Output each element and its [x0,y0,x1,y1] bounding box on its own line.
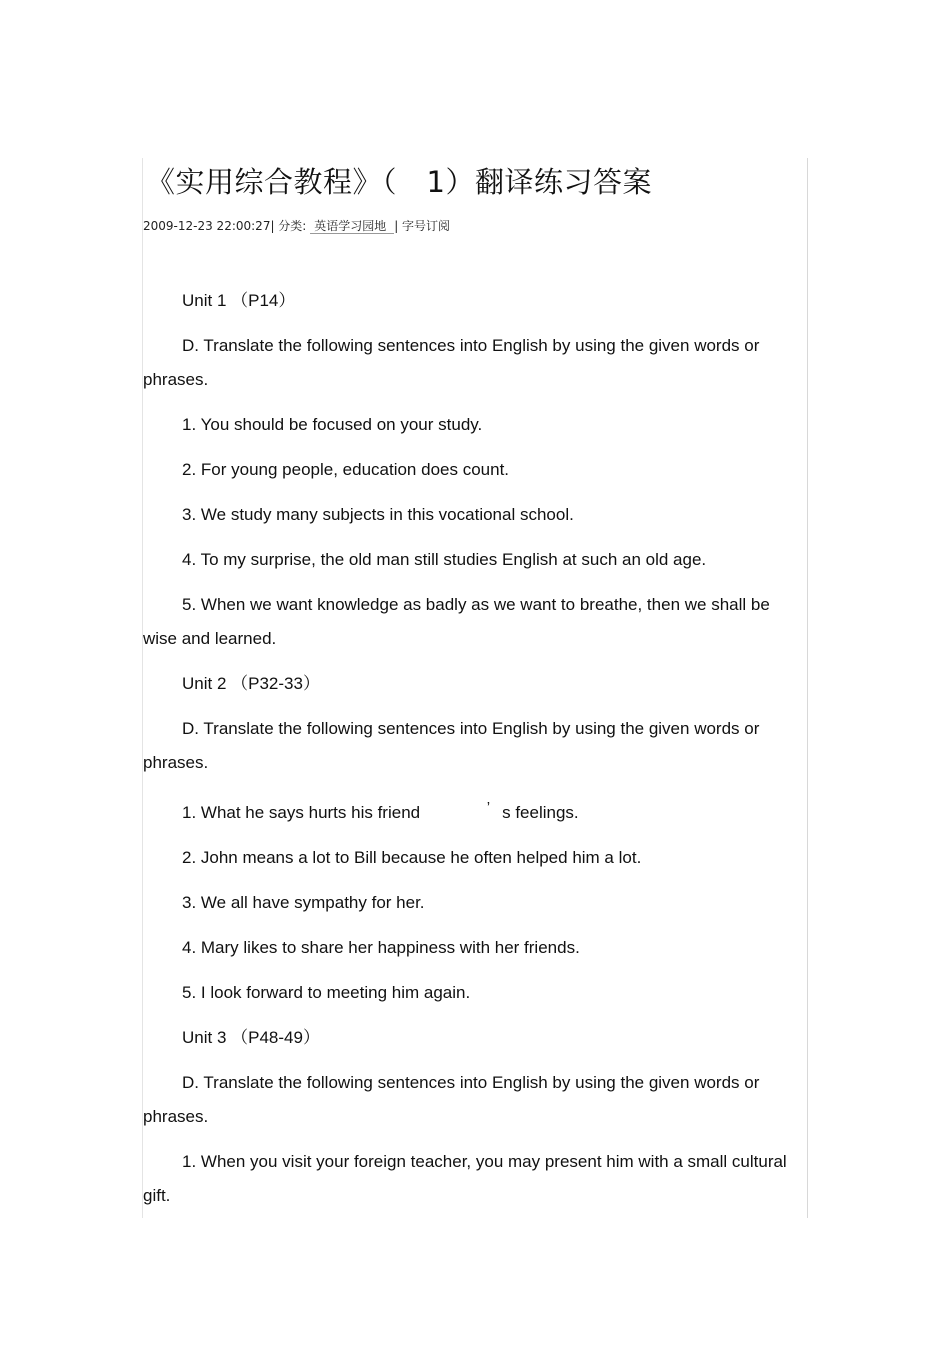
sentence: 3. We all have sympathy for her. [182,893,425,912]
sentence: 1. You should be focused on your study. [182,415,483,434]
unit-heading: Unit 1 （P14） [182,291,296,310]
post-datetime: 2009-12-23 22:00:27 [143,219,271,233]
instruction: D. Translate the following sentences into English by using the given words or phrases. [143,719,760,772]
subscribe-link[interactable]: | 字号订阅 [394,219,451,233]
sentence: 3. We study many subjects in this vocational school. [182,505,574,524]
article-title: 《实用综合教程》（ 1）翻译练习答案 [146,165,652,199]
category-link[interactable]: 英语学习园地 [310,219,394,234]
sentence: 5. When we want knowledge as badly as we want to breathe, then we shall be wise and learned. [143,595,770,648]
sentence: 4. Mary likes to share her happiness with her friends. [182,938,580,957]
sentence: 1. When you visit your foreign teacher, you may present him with a small cultural gift. [143,1152,787,1205]
sentence: 2. John means a lot to Bill because he often helped him a lot. [182,848,642,867]
unit-heading: Unit 2 （P32-33） [182,674,320,693]
category-label: | 分类: [270,219,307,233]
sentence: 2. For young people, education does count. [182,460,510,479]
sentence: 4. To my surprise, the old man still studies English at such an old age. [182,550,707,569]
unit-heading: Unit 3 （P48-49） [182,1028,320,1047]
sentence: 5. I look forward to meeting him again. [182,983,471,1002]
article-body [143,284,805,1213]
sentence-part: 1. What he says hurts his friend [182,803,421,822]
instruction: D. Translate the following sentences into English by using the given words or phrases. [143,1073,760,1126]
sentence [143,791,805,830]
instruction: D. Translate the following sentences into English by using the given words or phrases. [143,336,760,389]
sentence-part: s feelings. [502,803,579,822]
article-meta [143,217,450,234]
apostrophe: ’ [486,799,491,816]
